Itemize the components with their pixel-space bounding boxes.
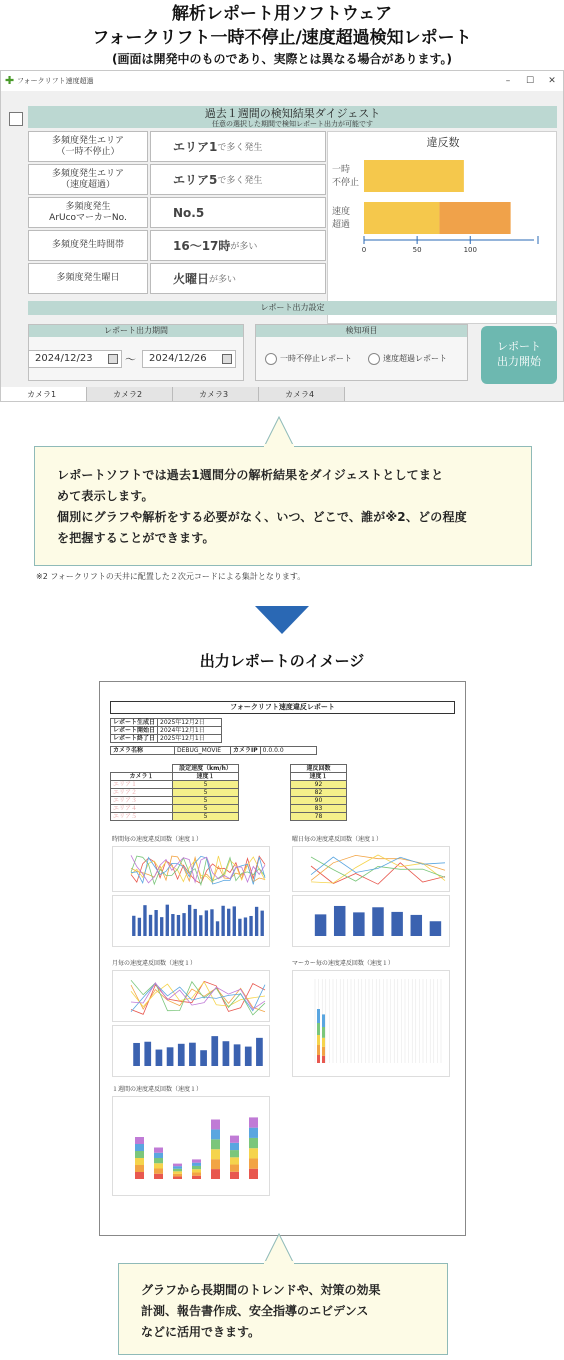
stack-segment bbox=[154, 1153, 163, 1158]
output-image-title: 出力レポートのイメージ bbox=[199, 652, 365, 670]
stack-segment bbox=[230, 1143, 239, 1150]
tab-camera1[interactable]: カメラ1 bbox=[1, 387, 87, 402]
stack-segment bbox=[173, 1176, 182, 1179]
callout-line: などに活用できます。 bbox=[141, 1325, 261, 1339]
stack-segment bbox=[211, 1120, 220, 1130]
area-label: エリア４ bbox=[111, 805, 173, 813]
bar bbox=[154, 910, 157, 936]
camera-name: DEBUG_MOVIE bbox=[175, 747, 231, 755]
speed-value: 5 bbox=[173, 797, 239, 805]
bar bbox=[167, 1047, 174, 1066]
report-meta-table bbox=[110, 718, 222, 743]
arrow-down-icon bbox=[255, 606, 309, 634]
digest-row-value bbox=[150, 131, 326, 162]
digest-row bbox=[28, 230, 326, 262]
digest-row bbox=[28, 263, 326, 295]
bar bbox=[233, 906, 236, 936]
digest-row bbox=[28, 197, 326, 229]
date-to-value: 2024/12/26 bbox=[149, 353, 207, 364]
count-value: 90 bbox=[291, 797, 347, 805]
series-line bbox=[311, 857, 445, 881]
chart-title-week: １週間の速度違反回数（速度１） bbox=[112, 1086, 203, 1093]
speed-value: 5 bbox=[173, 813, 239, 821]
digest-value: エリア5 bbox=[173, 173, 218, 187]
bar bbox=[245, 1047, 252, 1066]
digest-value: エリア1 bbox=[173, 140, 218, 154]
bar bbox=[149, 915, 152, 936]
stack-segment bbox=[230, 1150, 239, 1157]
hourly-line-chart bbox=[112, 846, 270, 892]
stack-segment bbox=[249, 1158, 258, 1168]
minimize-button[interactable]: – bbox=[505, 76, 511, 86]
chart-title-weekday: 曜日毎の速度違反回数（速度１） bbox=[292, 836, 383, 843]
speed-table bbox=[110, 764, 239, 821]
digest-suffix: で多く発生 bbox=[217, 176, 263, 186]
radio-speed-label: 速度超過レポート bbox=[383, 354, 447, 363]
digest-value: 16～17時 bbox=[173, 239, 231, 253]
bar bbox=[234, 1044, 241, 1066]
bar bbox=[156, 1050, 163, 1066]
stack-segment bbox=[230, 1136, 239, 1143]
callout-line: 計測、報告書作成、安全指導のエビデンス bbox=[141, 1304, 369, 1318]
x-tick-label: 100 bbox=[463, 246, 477, 252]
digest-row-label: 多頻度発生時間帯 bbox=[28, 230, 148, 261]
chart-bar bbox=[439, 202, 510, 234]
callout-line: グラフから長期間のトレンドや、対策の効果 bbox=[141, 1283, 381, 1297]
bar bbox=[256, 1038, 263, 1066]
stack-segment bbox=[154, 1148, 163, 1153]
bar bbox=[238, 919, 241, 936]
stack-segment bbox=[322, 1027, 325, 1038]
stack-segment bbox=[154, 1169, 163, 1174]
stack-segment bbox=[322, 1056, 325, 1063]
bar bbox=[188, 905, 191, 936]
bar bbox=[178, 1044, 185, 1066]
stack-segment bbox=[154, 1158, 163, 1163]
digest-row bbox=[28, 131, 326, 163]
stack-segment bbox=[249, 1148, 258, 1158]
speed-value: 5 bbox=[173, 789, 239, 797]
meta-key: レポート終了日 bbox=[111, 735, 158, 743]
stack-segment bbox=[230, 1157, 239, 1164]
bar bbox=[255, 907, 258, 936]
stack-segment bbox=[317, 1045, 320, 1055]
select-checkbox[interactable] bbox=[9, 112, 23, 126]
digest-row-value bbox=[150, 164, 326, 195]
digest-row-label: 多頻度発生曜日 bbox=[28, 263, 148, 294]
digest-header bbox=[28, 106, 557, 128]
speed-header: 設定速度（km/h） bbox=[173, 765, 239, 773]
camera-col: カメラ１ bbox=[111, 773, 173, 781]
series-line bbox=[311, 857, 445, 875]
radio-stop[interactable] bbox=[265, 353, 277, 365]
category-label: 超過 bbox=[332, 220, 351, 230]
bar bbox=[227, 909, 230, 936]
category-label: 速度 bbox=[332, 207, 351, 217]
stack-segment bbox=[322, 1047, 325, 1056]
stack-segment bbox=[211, 1159, 220, 1169]
digest-value: No.5 bbox=[173, 205, 205, 220]
stack-segment bbox=[211, 1129, 220, 1139]
stack-segment bbox=[154, 1174, 163, 1179]
violation-chart-panel bbox=[327, 131, 557, 324]
app-window bbox=[0, 70, 564, 402]
stack-segment bbox=[249, 1128, 258, 1138]
stack-segment bbox=[135, 1144, 144, 1151]
speed-value: 5 bbox=[173, 781, 239, 789]
bar bbox=[249, 916, 252, 936]
bar bbox=[430, 921, 441, 936]
stack-segment bbox=[230, 1172, 239, 1179]
stack-segment bbox=[192, 1166, 201, 1169]
digest-suffix: で多く発生 bbox=[217, 143, 263, 153]
items-label: 検知項目 bbox=[256, 325, 467, 337]
pointer-join bbox=[263, 1261, 295, 1265]
date-from-value: 2024/12/23 bbox=[35, 353, 93, 364]
weekly-stacked-chart bbox=[112, 1096, 270, 1196]
stack-segment bbox=[135, 1151, 144, 1158]
stack-segment bbox=[135, 1158, 144, 1165]
camera-label: カメラ名称 bbox=[111, 747, 175, 755]
date-to-field[interactable] bbox=[142, 350, 236, 368]
bar bbox=[133, 1043, 140, 1066]
digest-subtitle: 任意の選択した期間で検知レポート出力が可能です bbox=[212, 120, 373, 128]
chart-title-monthly: 月毎の速度違反回数（速度１） bbox=[112, 960, 197, 967]
period-label: レポート出力期間 bbox=[29, 325, 243, 337]
stack-segment bbox=[173, 1171, 182, 1174]
stack-segment bbox=[135, 1165, 144, 1172]
count-value: 82 bbox=[291, 789, 347, 797]
bar bbox=[205, 910, 208, 936]
maximize-button[interactable]: ☐ bbox=[525, 76, 535, 86]
stack-segment bbox=[211, 1149, 220, 1159]
count-table bbox=[290, 764, 347, 821]
stack-segment bbox=[154, 1163, 163, 1168]
monthly-bar-chart bbox=[112, 1025, 270, 1077]
camera-tabs bbox=[1, 387, 564, 402]
chart-bar bbox=[364, 202, 439, 234]
bar bbox=[211, 1036, 218, 1066]
stack-segment bbox=[322, 1038, 325, 1047]
hourly-bar-chart bbox=[112, 895, 270, 947]
meta-value: 2024年12月1日 bbox=[158, 727, 222, 735]
tab-camera2[interactable]: カメラ2 bbox=[87, 387, 173, 402]
bar bbox=[334, 906, 345, 936]
bar bbox=[194, 909, 197, 936]
violation-chart bbox=[328, 132, 558, 252]
digest-suffix: が多い bbox=[230, 242, 258, 252]
bar bbox=[210, 909, 213, 936]
output-settings-header: レポート出力設定 bbox=[28, 301, 557, 315]
weekday-line-chart bbox=[292, 846, 450, 892]
bar bbox=[244, 917, 247, 936]
stack-segment bbox=[211, 1169, 220, 1179]
speed-value: 5 bbox=[173, 805, 239, 813]
digest-title: 過去１週間の検知結果ダイジェスト bbox=[204, 107, 381, 120]
app-icon: ✚ bbox=[5, 74, 15, 87]
footnote: ※2 フォークリフトの天井に配置した２次元コードによる集計となります。 bbox=[36, 572, 306, 581]
stack-segment bbox=[192, 1159, 201, 1162]
area-label: エリア５ bbox=[111, 813, 173, 821]
stack-segment bbox=[192, 1163, 201, 1166]
usage-callout bbox=[118, 1263, 448, 1355]
bar bbox=[166, 905, 169, 936]
chart-title-hourly: 時間毎の速度違反回数（速度１） bbox=[112, 836, 203, 843]
speed-sub: 速度１ bbox=[173, 773, 239, 781]
digest-row-label: 多頻度発生 ArUcoマーカーNo. bbox=[28, 197, 148, 228]
bar bbox=[144, 1042, 151, 1066]
chart-title: 違反数 bbox=[426, 136, 460, 149]
category-label: 不停止 bbox=[332, 178, 360, 188]
x-tick-label: 0 bbox=[361, 246, 367, 252]
bar bbox=[411, 915, 422, 936]
stack-segment bbox=[249, 1169, 258, 1179]
stack-segment bbox=[322, 1014, 325, 1027]
stack-segment bbox=[173, 1174, 182, 1177]
bar bbox=[391, 912, 402, 936]
digest-row bbox=[28, 164, 326, 196]
title-bar bbox=[1, 71, 564, 91]
callout-line: レポートソフトでは過去1週間分の解析結果をダイジェストとしてまと bbox=[57, 468, 444, 482]
page-heading: 解析レポート用ソフトウェア bbox=[171, 4, 393, 24]
stack-segment bbox=[317, 1035, 320, 1045]
meta-value: 2025年12月1日 bbox=[158, 735, 222, 743]
stack-segment bbox=[317, 1009, 320, 1023]
meta-value: 2025年12月2日 bbox=[158, 719, 222, 727]
tab-camera4[interactable]: カメラ4 bbox=[259, 387, 345, 402]
bar bbox=[132, 916, 135, 936]
meta-key: レポート開始日 bbox=[111, 727, 158, 735]
count-header: 違反回数 bbox=[291, 765, 347, 773]
monthly-line-chart bbox=[112, 970, 270, 1022]
close-button[interactable]: ✕ bbox=[548, 76, 556, 86]
count-sub: 速度１ bbox=[291, 773, 347, 781]
bar bbox=[171, 914, 174, 936]
stack-segment bbox=[173, 1169, 182, 1172]
bar bbox=[223, 1041, 230, 1066]
digest-row-value bbox=[150, 197, 326, 228]
bar bbox=[200, 1050, 207, 1066]
bar bbox=[143, 905, 146, 936]
digest-value: 火曜日 bbox=[173, 272, 210, 286]
x-tick-label: 50 bbox=[412, 246, 422, 252]
area-label: エリア１ bbox=[111, 781, 173, 789]
stack-segment bbox=[192, 1176, 201, 1179]
start-output-button[interactable]: レポート 出力開始 bbox=[481, 326, 557, 384]
calendar-icon[interactable] bbox=[108, 354, 118, 364]
stack-segment bbox=[249, 1117, 258, 1127]
count-value: 83 bbox=[291, 805, 347, 813]
category-label: 一時 bbox=[332, 165, 351, 175]
count-value: 92 bbox=[291, 781, 347, 789]
calendar-icon[interactable] bbox=[222, 354, 232, 364]
count-value: 78 bbox=[291, 813, 347, 821]
disclaimer: (画面は開発中のものであり、実際とは異なる場合があります。) bbox=[111, 52, 452, 66]
digest-row-value bbox=[150, 230, 326, 261]
stack-segment bbox=[317, 1055, 320, 1063]
window-title: フォークリフト速度超過 bbox=[17, 77, 94, 85]
report-camera-table bbox=[110, 746, 317, 755]
callout-line: 個別にグラフや解析をする必要がなく、いつ、どこで、誰が※2、どの程度 bbox=[57, 510, 467, 524]
bar bbox=[199, 915, 202, 936]
stack-segment bbox=[317, 1023, 320, 1035]
meta-key: レポート生成日 bbox=[111, 719, 158, 727]
bar bbox=[189, 1043, 196, 1066]
stack-segment bbox=[249, 1138, 258, 1148]
stack-segment bbox=[135, 1172, 144, 1179]
stack-segment bbox=[192, 1172, 201, 1175]
digest-suffix: が多い bbox=[209, 275, 237, 285]
bar bbox=[216, 921, 219, 936]
callout-line: めて表示します。 bbox=[57, 489, 154, 503]
camera-ip-label: カメラIP bbox=[231, 747, 261, 755]
bar bbox=[353, 912, 364, 936]
camera-ip: 0.0.0.0 bbox=[260, 747, 316, 755]
bar bbox=[315, 914, 326, 936]
bar bbox=[221, 906, 224, 936]
bar bbox=[177, 915, 180, 936]
bar bbox=[160, 917, 163, 936]
radio-stop-label: 一時不停止レポート bbox=[280, 354, 352, 363]
stack-segment bbox=[135, 1137, 144, 1144]
stack-segment bbox=[192, 1169, 201, 1172]
digest-row-label: 多頻度発生エリア （速度超過） bbox=[28, 164, 148, 195]
stack-segment bbox=[211, 1139, 220, 1149]
report-title: フォークリフト速度違反レポート bbox=[110, 701, 455, 714]
bar bbox=[138, 918, 141, 936]
radio-speed[interactable] bbox=[368, 353, 380, 365]
digest-row-label: 多頻度発生エリア （一時不停止） bbox=[28, 131, 148, 162]
date-from-field[interactable] bbox=[28, 350, 122, 368]
chart-title-marker: マーカー毎の速度違反回数（速度１） bbox=[292, 960, 394, 967]
chart-bar bbox=[364, 160, 464, 192]
bar bbox=[182, 913, 185, 936]
range-separator: ～ bbox=[125, 353, 136, 366]
weekday-bar-chart bbox=[292, 895, 450, 947]
pointer-join bbox=[263, 444, 295, 448]
stack-segment bbox=[230, 1165, 239, 1172]
area-label: エリア３ bbox=[111, 797, 173, 805]
marker-bar-chart bbox=[292, 970, 450, 1077]
tab-camera3[interactable]: カメラ3 bbox=[173, 387, 259, 402]
bar bbox=[372, 907, 383, 936]
area-label: エリア２ bbox=[111, 789, 173, 797]
stack-segment bbox=[173, 1164, 182, 1167]
digest-row-value bbox=[150, 263, 326, 294]
page-subheading: フォークリフト一時不停止/速度超過検知レポート bbox=[92, 28, 472, 48]
callout-line: を把握することができます。 bbox=[57, 531, 215, 545]
stack-segment bbox=[173, 1166, 182, 1169]
bar bbox=[261, 911, 264, 936]
explanation-callout bbox=[34, 446, 532, 566]
